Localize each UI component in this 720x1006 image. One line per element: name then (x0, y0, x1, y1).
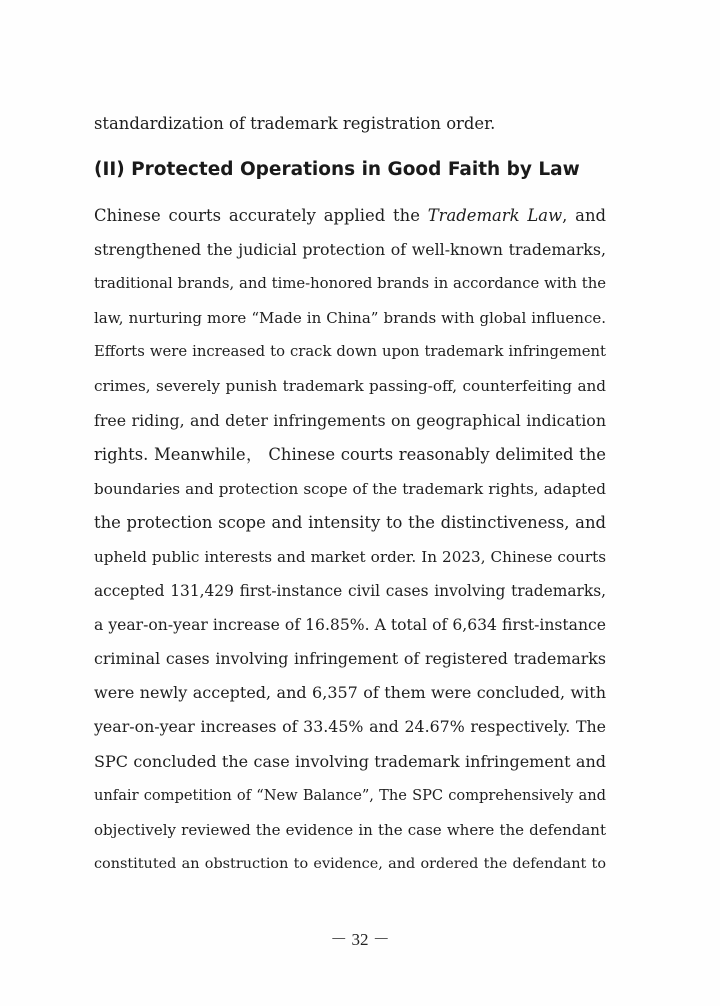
paragraph-line: upheld public interests and market order. In 2023, Chinese courts (94, 547, 606, 566)
paragraph-line: were newly accepted, and 6,357 of them were concluded, with (94, 683, 606, 703)
paragraph-line: constituted an obstruction to evidence, and ordered the defendant to (94, 855, 606, 872)
paragraph-line: strengthened the judicial protection of well-known trademarks, (94, 240, 606, 260)
carry-over-text-line: standardization of trademark registration order. (94, 114, 496, 133)
page-number: － 32 － (330, 930, 390, 949)
paragraph-line: rights. Meanwhile， Chinese courts reasonably delimited the (94, 444, 606, 464)
paragraph-line: year-on-year increases of 33.45% and 24.67% respectively. The (94, 717, 606, 737)
law-title-italic: Trademark Law (427, 206, 563, 225)
section-heading: (II) Protected Operations in Good Faith by Law (94, 159, 580, 180)
paragraph-line: SPC concluded the case involving trademark infringement and (94, 751, 606, 771)
paragraph-line: traditional brands, and time-honored brands in accordance with the (94, 275, 606, 293)
body-paragraph (94, 199, 606, 881)
paragraph-line: objectively reviewed the evidence in the case where the defendant (94, 820, 606, 839)
paragraph-line: free riding, and deter infringements on geographical indication (94, 410, 606, 430)
paragraph-line: boundaries and protection scope of the trademark rights, adapted (94, 479, 606, 498)
paragraph-line: criminal cases involving infringement of registered trademarks (94, 649, 606, 669)
paragraph-line (94, 199, 606, 233)
paragraph-line: Efforts were increased to crack down upon trademark infringement (94, 343, 606, 361)
line-text: Chinese courts accurately applied the (94, 206, 428, 225)
paragraph-line: a year-on-year increase of 16.85%. A total of 6,634 first-instance (94, 616, 606, 635)
paragraph-line: unfair competition of “New Balance”, The SPC comprehensively and (94, 786, 606, 804)
line-text: , and (562, 206, 606, 225)
paragraph-line: law, nurturing more “Made in China” brands with global influence. (94, 309, 606, 328)
paragraph-line: the protection scope and intensity to the distinctiveness, and (94, 512, 606, 532)
paragraph-line: crimes, severely punish trademark passing-off, counterfeiting and (94, 377, 606, 396)
paragraph-line: accepted 131,429 first-instance civil cases involving trademarks, (94, 582, 606, 601)
